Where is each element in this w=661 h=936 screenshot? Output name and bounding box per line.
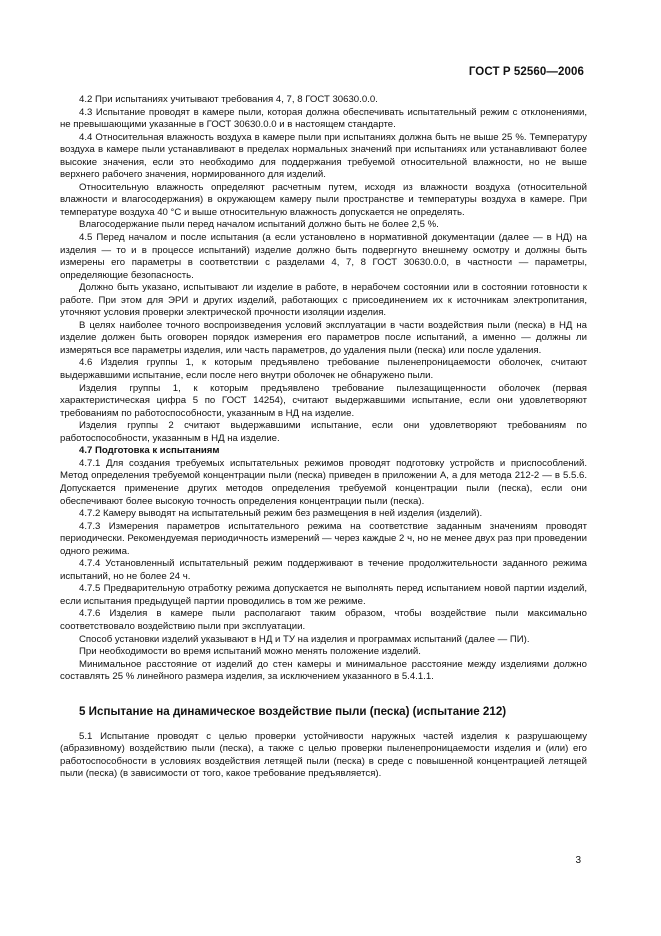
paragraph-4-2: 4.2 При испытаниях учитывают требования 4, 7, 8 ГОСТ 30630.0.0. bbox=[79, 94, 378, 105]
paragraph-4-7-2: 4.7.2 Камеру выводят на испытательный режим без размещения в ней изделия (изделий). bbox=[79, 508, 483, 520]
section-4-paragraphs bbox=[60, 94, 587, 445]
paragraph-4-7-1: 4.7.1 Для создания требуемых испытательных режимов проводят подготовку устройств и приспособлений. Метод определения требуемой концентрации пыли (песка) приведен в приложении А, а для метода 212-2 — в 5.5.6. Допускается применение других методов определения требуемой концентрации пыли (песка), если они обеспечивают более высокую точность определения концентрации пыли (песка). bbox=[60, 457, 587, 507]
paragraph-4-7-4: 4.7.4 Установленный испытательный режим поддерживают в течение продолжительности заданного режима испытаний, но не более 24 ч. bbox=[60, 558, 587, 582]
paragraph-group1-dustproof: Изделия группы 1, к которым предъявлено требование пылезащищенности оболочек (первая характеристическая цифра 5 по ГОСТ 14254), считают выдержавшими испытание, если они удовлетворяют требованиям по работоспособности, указанным в НД на изделие. bbox=[60, 382, 587, 419]
paragraph-relative-humidity: Относительную влажность определяют расчетным путем, исходя из влажности воздуха (относительной влажности и влагосодержания) в окружающем камеру пыли пространстве и температуры воздуха в камере. При температуре воздуха 40 °С и выше относительную влажность допускается не определять. bbox=[60, 181, 587, 218]
paragraph-dust-moisture: Влагосодержание пыли перед началом испытаний должно быть не более 2,5 %. bbox=[79, 219, 439, 231]
section-5-title: 5 Испытание на динамическое воздействие пыли (песка) (испытание 212) bbox=[79, 704, 507, 718]
paragraph-4-5: 4.5 Перед началом и после испытания (а если установлено в нормативной документации (далее — в НД) на изделия — то и в процессе испытаний) изделие должно быть подвергнуто внешнему осмотру и должны быть измерены его параметры в соответствии с разделами 4, 7, 8 ГОСТ 30630.0.0, в частности — параметры, определяющие безопасность. bbox=[60, 232, 587, 281]
paragraph-measurement-order: В целях наиболее точного воспроизведения условий эксплуатации в части воздействия пыли (песка) в НД на изделие должен быть оговорен порядок измерения его параметров после испытаний, а именно — должны ли измеряться все параметры изделия, или часть параметров, до удаления пыли (песка) или после удаления. bbox=[60, 319, 587, 356]
paragraph-position-change: При необходимости во время испытаний можно менять положение изделий. bbox=[79, 646, 421, 658]
section-4-7-paragraphs bbox=[60, 458, 587, 684]
paragraph-group2: Изделия группы 2 считают выдержавшими испытание, если они удовлетворяют требованиям по работоспособности, указанным в НД на изделие. bbox=[60, 420, 587, 444]
document-header-code: ГОСТ Р 52560—2006 bbox=[468, 66, 584, 78]
paragraph-4-6: 4.6 Изделия группы 1, к которым предъявлено требование пыленепроницаемости оболочек, считают выдержавшими испытание, если после него внутри оболочек не обнаружено пыли. bbox=[60, 357, 587, 382]
paragraph-installation-method: Способ установки изделий указывают в НД и ТУ на изделия и программах испытаний (далее — ПИ). bbox=[79, 633, 530, 645]
paragraph-4-4: 4.4 Относительная влажность воздуха в камере пыли при испытаниях должна быть не выше 25 %. Температуру воздуха в камере пыли устанавливают в пределах нормальных значений при испытаниях или устанавливают более высокие значения, если это необходимо для поддержания требуемой относительной влажности, но не выше верхнего рабочего значения, нормированного для изделий. bbox=[60, 131, 587, 181]
paragraph-4-3: 4.3 Испытание проводят в камере пыли, которая должна обеспечивать испытательный режим с отклонениями, не превышающими указанные в ГОСТ 30630.0.0 и в настоящем стандарте. bbox=[60, 106, 587, 131]
paragraph-4-7-3: 4.7.3 Измерения параметров испытательного режима на соответствие заданным значениям проводят периодически. Рекомендуемая периодичность измерений — через каждые 2 ч, но не менее двух раз при проведении одного режима. bbox=[60, 520, 587, 557]
paragraph-5-1: 5.1 Испытание проводят с целью проверки устойчивости наружных частей изделия к разрушающему (абразивному) воздействию пыли (песка), а также с целью проверки пыленепроницаемости изделия и (или) его работоспособности в условиях воздействия летящей пыли (песка) в среде с повышенной концентрацией летящей пыли (песка) (в зависимости от того, какое требование предъявляется). bbox=[60, 730, 587, 780]
page-number: 3 bbox=[575, 855, 581, 866]
subheading-4-7: 4.7 Подготовка к испытаниям bbox=[79, 445, 220, 457]
paragraph-min-distance: Минимальное расстояние от изделий до стен камеры и минимальное расстояние между изделиями должно составлять 25 % линейного размера изделия, за исключением указанного в 5.4.1.1. bbox=[60, 658, 587, 683]
paragraph-operation-state: Должно быть указано, испытывают ли изделие в работе, в нерабочем состоянии или в состоянии готовности к работе. При этом для ЭРИ и других изделий, работающих с присоединением их к источникам электропитания, уточняют условия проверки электрической прочности изоляции изделия. bbox=[60, 282, 587, 319]
paragraph-4-7-6: 4.7.6 Изделия в камере пыли располагают таким образом, чтобы воздействие пыли максимально соответствовало воздействию пыли при эксплуатации. bbox=[60, 608, 587, 632]
paragraph-4-7-5: 4.7.5 Предварительную отработку режима допускается не выполнять перед испытанием новой партии изделий, если испытания предыдущей партии проводились в том же режиме. bbox=[60, 583, 587, 607]
page-content bbox=[60, 94, 587, 781]
